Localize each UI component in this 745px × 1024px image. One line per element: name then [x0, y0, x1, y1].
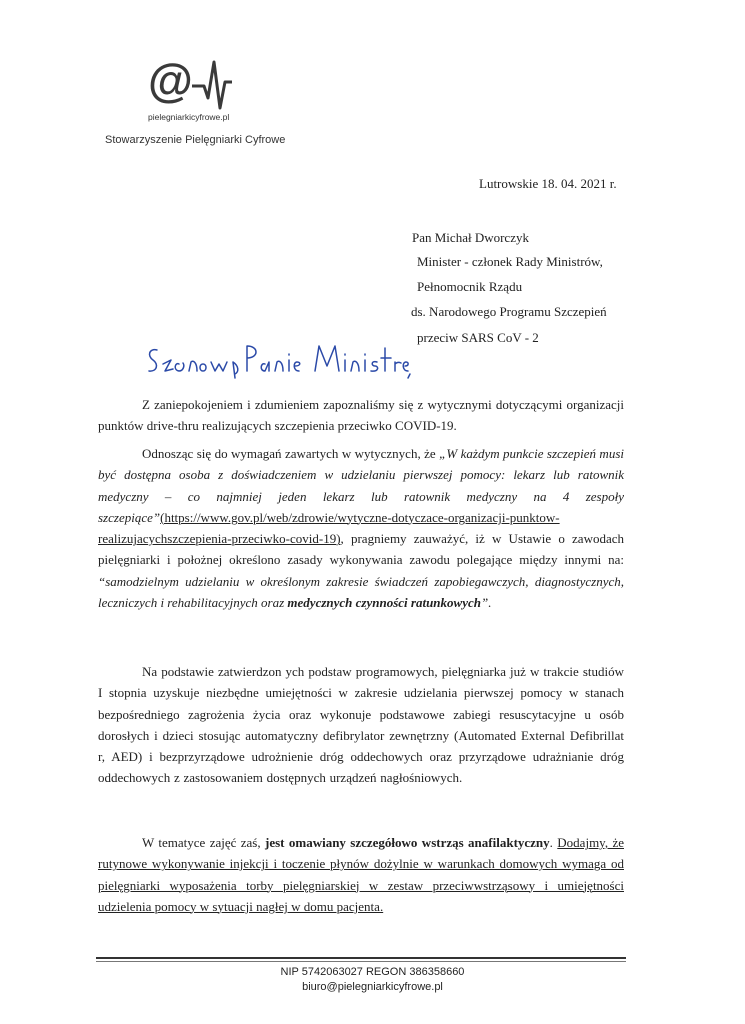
paragraph-4-intro: W tematyce zajęć zaś,: [142, 835, 265, 850]
paragraph-2: [98, 443, 624, 613]
paragraph-1: Z zaniepokojeniem i zdumieniem zapoznaliśmy się z wytycznymi dotyczącymi organizacji punktów drive-thru realizujących szczepienia przeciwko COVID-19.: [98, 397, 624, 434]
paragraph-4-dot: .: [549, 835, 553, 850]
paragraph-4-underlined: Dodajmy, że rutynowe wykonywanie injekcji i toczenie płynów dożylnie w warunkach domowych wymaga od pielęgniarki wyposażenia torby pielęgniarskiej w zestaw przeciwwstrząsowy i umiejętności udzielenia pomocy w sytuacji nagłej w domu pacjenta.: [98, 835, 624, 914]
svg-text:@: @: [148, 58, 193, 106]
footer-company-ids: NIP 5742063027 REGON 386358660: [280, 966, 465, 978]
paragraph-2-middle: , pragniemy zauważyć, iż w Ustawie o zawodach pielęgniarki i położnej określono zasady wykonywania zawodu polegające między innymi na:: [98, 531, 624, 568]
statute-quote-bold: medycznych czynności ratunkowych: [287, 595, 481, 611]
paragraph-3: Na podstawie zatwierdzon ych podstaw programowych, pielęgniarka już w trakcie studiów I stopnia uzyskuje niezbędne umiejętności w zakresie udzielania pierwszej pomocy w stanach bezpośredniego zagrożenia życia oraz wykonuje podstawowe zabiegi resuscytacyjne u osób dorosłych i dzieci stosując automatyczny defibrylator zewnętrzny (Automated External Defibrillat r, AED) i bezprzyrządowe udrożnienie dróg oddechowych oraz przyrządowe udrażnianie dróg oddechowych z zastosowaniem dostępnych urządzeń nagłośniowych.: [98, 664, 624, 786]
logo-url-text: pielegniarkicyfrowe.pl: [148, 112, 230, 122]
statute-quote: “samodzielnym udzielaniu w określonym zakresie świadczeń zapobiegawczych, diagnostycznych, leczniczych i rehabilitacyjnych oraz: [98, 573, 624, 611]
recipient-name: Pan Michał Dworczyk: [412, 230, 529, 245]
footer-email[interactable]: biuro@pielegniarkicyfrowe.pl: [302, 981, 443, 993]
organization-name: Stowarzyszenie Pielęgniarki Cyfrowe: [105, 134, 286, 146]
guideline-quote: „W każdym punkcie szczepień musi być dostępna osoba z doświadczeniem w udzielaniu pierwszej pomocy: lekarz lub ratownik medyczny – co najmniej jeden lekarz lub ratownik medyczny na 4 zespoły szczepiące”: [98, 446, 624, 525]
footer-divider: [96, 957, 626, 959]
letter-date: Lutrowskie 18. 04. 2021 r.: [479, 176, 617, 191]
paragraph-4: [98, 832, 624, 917]
recipient-program: ds. Narodowego Programu Szczepień: [411, 304, 607, 319]
paragraph-2-intro: Odnosząc się do wymagań zawartych w wytycznych, że: [142, 446, 440, 461]
guideline-link[interactable]: (https://www.gov.pl/web/zdrowie/wytyczne-dotyczace-organizacji-punktow-realizujacychszczepienia-przeciwko-covid-19): [98, 509, 560, 547]
footer-divider-thin: [96, 961, 626, 962]
handwritten-salutation: [143, 338, 413, 384]
recipient-title: Minister - członek Rady Ministrów,: [417, 254, 603, 269]
recipient-role: Pełnomocnik Rządu: [417, 279, 523, 294]
statute-quote-end: ”.: [480, 595, 492, 611]
recipient-program-2: przeciw SARS CoV - 2: [417, 330, 539, 345]
paragraph-4-bold: jest omawiany szczegółowo wstrząs anafilaktyczny: [265, 835, 550, 850]
